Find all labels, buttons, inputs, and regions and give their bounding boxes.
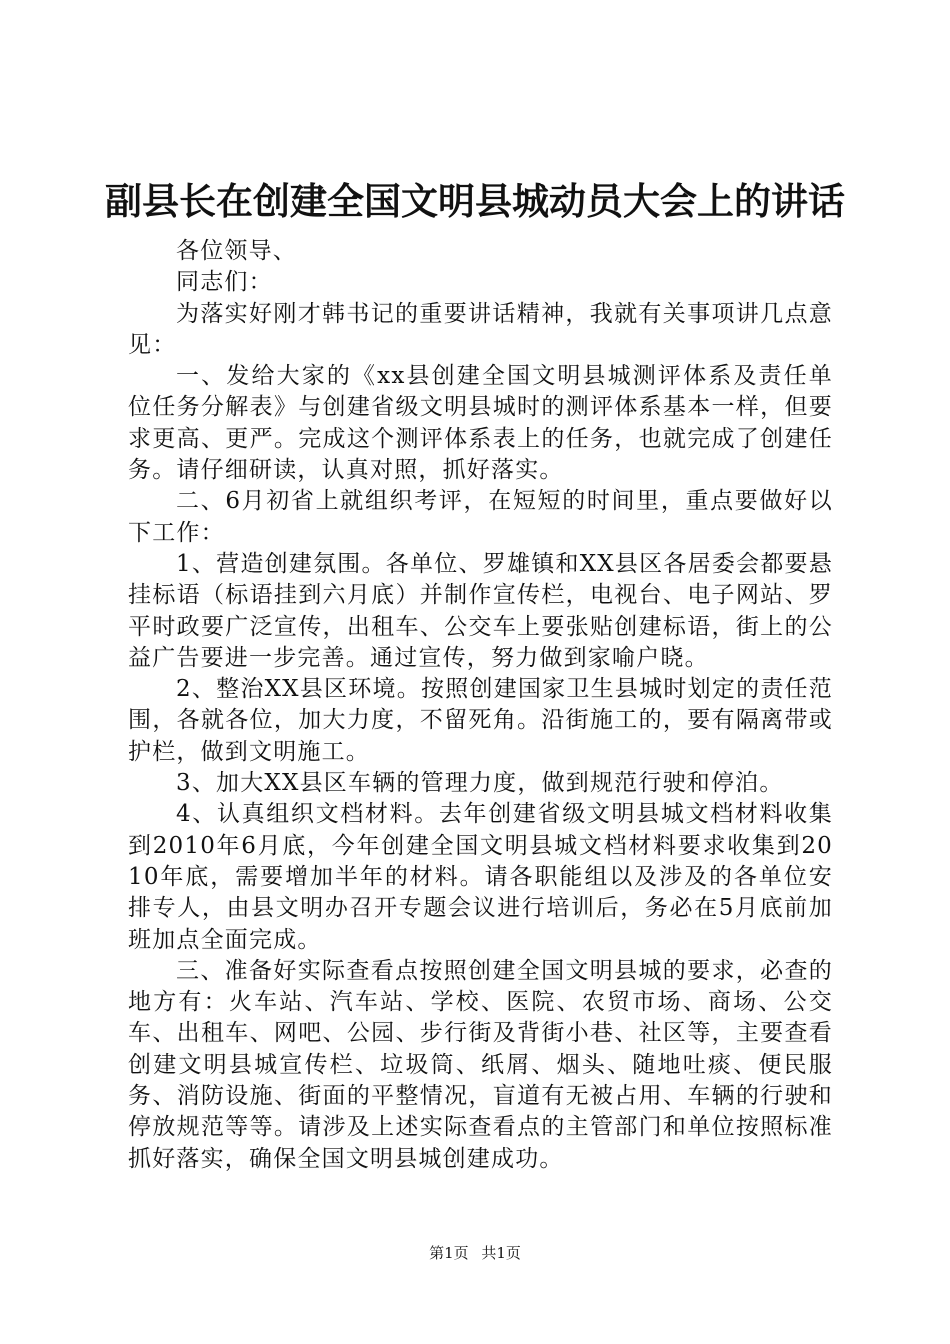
document-title: 副县长在创建全国文明县城动员大会上的讲话 xyxy=(105,179,845,223)
page-number: 第1页 xyxy=(429,1244,469,1262)
paragraph: 2、整治XX县区环境。按照创建国家卫生县城时划定的责任范围，各就各位，加大力度，不留死角。沿街施工的，要有隔离带或护栏，做到文明施工。 xyxy=(128,676,833,765)
paragraph: 同志们： xyxy=(176,269,273,296)
page-footer xyxy=(0,1243,950,1263)
page-total: 共1页 xyxy=(481,1244,521,1262)
paragraph: 3、加大XX县区车辆的管理力度，做到规范行驶和停泊。 xyxy=(176,770,784,797)
paragraph: 为落实好刚才韩书记的重要讲话精神，我就有关事项讲几点意见： xyxy=(128,300,833,358)
paragraph: 各位领导、 xyxy=(176,238,297,264)
paragraph: 一、发给大家的《xx县创建全国文明县城测评体系及责任单位任务分解表》与创建省级文明县城时的测评体系基本一样，但要求更高、更严。完成这个测评体系表上的任务，也就完成了创建任务。请仔细研读，认真对照，抓好落实。 xyxy=(128,363,833,484)
paragraph: 1、营造创建氛围。各单位、罗雄镇和XX县区各居委会都要悬挂标语（标语挂到六月底）并制作宣传栏，电视台、电子网站、罗平时政要广泛宣传，出租车、公交车上要张贴创建标语，街上的公益广告要进一步完善。通过宣传，努力做到家喻户晓。 xyxy=(128,550,833,671)
paragraph: 三、准备好实际查看点按照创建全国文明县城的要求，必查的地方有：火车站、汽车站、学校、医院、农贸市场、商场、公交车、出租车、网吧、公园、步行街及背街小巷、社区等，主要查看创建文明县城宣传栏、垃圾筒、纸屑、烟头、随地吐痰、便民服务、消防设施、街面的平整情况，盲道有无被占用、车辆的行驶和停放规范等等。请涉及上述实际查看点的主管部门和单位按照标准抓好落实，确保全国文明县城创建成功。 xyxy=(128,957,833,1172)
paragraph: 4、认真组织文档材料。去年创建省级文明县城文档材料收集到2010年6月底，今年创建全国文明县城文档材料要求收集到2010年底，需要增加半年的材料。请各职能组以及涉及的各单位安排专人，由县文明办召开专题会议进行培训后，务必在5月底前加班加点全面完成。 xyxy=(128,801,833,953)
paragraph: 二、6月初省上就组织考评，在短短的时间里，重点要做好以下工作： xyxy=(128,488,833,546)
document-body xyxy=(128,236,833,1175)
